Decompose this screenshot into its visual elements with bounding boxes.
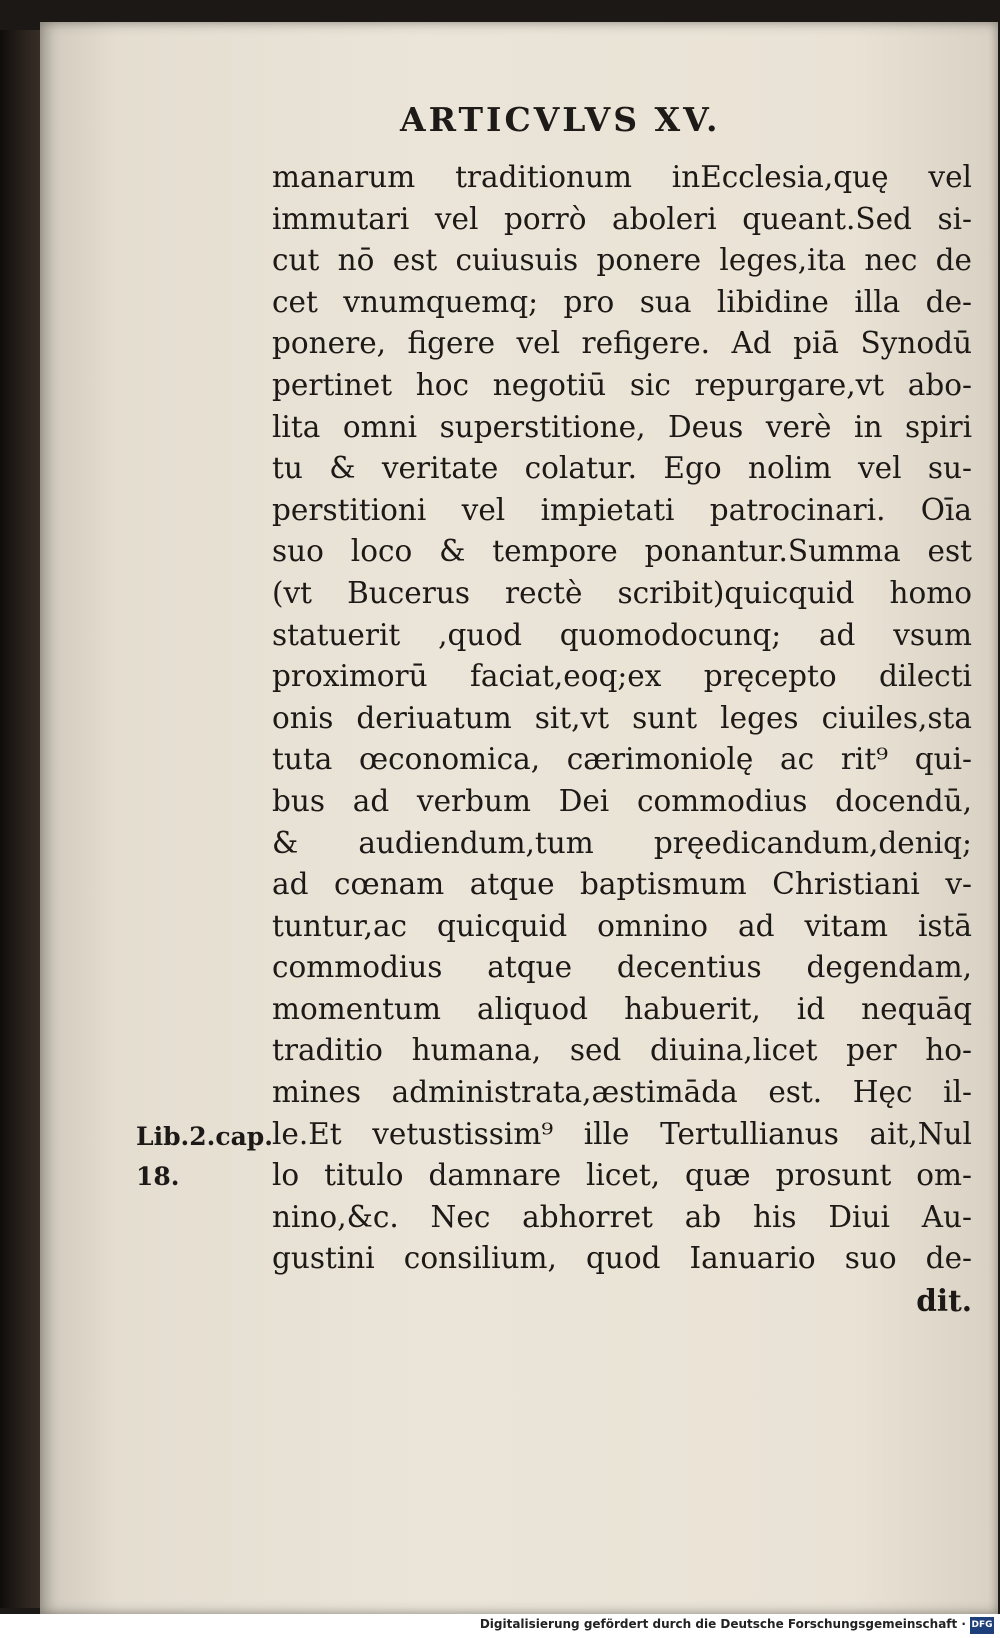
text-line: suo loco & tempore ponantur.Summa est (272, 534, 972, 569)
text-line: tuntur,ac quicquid omnino ad vitam istā (272, 908, 972, 943)
text-line: & audiendum,tum pręedicandum,deniq; (272, 825, 972, 860)
text-line: le.Et vetustissim⁹ ille Tertullianus ait,Nul (272, 1116, 972, 1151)
body-text (272, 157, 972, 1322)
text-line: manarum traditionum inEcclesia,quę vel (272, 160, 972, 194)
text-line: statuerit ,quod quomodocunq; ad vsum (272, 617, 972, 652)
margin-note (136, 1117, 306, 1197)
text-line: dit. (916, 1283, 972, 1319)
text-line: ad cœnam atque baptismum Christiani v- (272, 867, 972, 902)
text-line: lo titulo damnare licet, quæ prosunt om- (272, 1158, 972, 1193)
text-line: commodius atque decentius degendam, (272, 950, 972, 985)
footer-bar (0, 1614, 1000, 1638)
text-line: proximorū faciat,eoq;ex pręcepto dilecti (272, 659, 972, 694)
text-line: perstitioni vel impietati patrocinari. Oīa (272, 492, 972, 527)
text-line: immutari vel porrò aboleri queant.Sed si- (272, 201, 972, 236)
text-line: pertinet hoc negotiū sic repurgare,vt abo- (272, 367, 972, 402)
dfg-logo: DFG (970, 1617, 994, 1634)
text-line: lita omni superstitione, Deus verè in spiri (272, 409, 972, 444)
funding-credit: Digitalisierung gefördert durch die Deutsche Forschungsgemeinschaft · (479, 1617, 966, 1631)
text-line: ponere, figere vel refigere. Ad piā Synodū (272, 326, 972, 361)
text-line: (vt Bucerus rectè scribit)quicquid homo (272, 575, 972, 610)
margin-note-line: 18. (136, 1162, 180, 1191)
book-page (40, 22, 998, 1614)
text-line: momentum aliquod habuerit, id nequāq (272, 991, 972, 1026)
text-line: traditio humana, sed diuina,licet per ho- (272, 1033, 972, 1068)
running-head: ARTICVLVS XV. (400, 100, 721, 139)
text-line: gustini consilium, quod Ianuario suo de- (272, 1241, 972, 1276)
text-line: tuta œconomica, cærimoniolę ac rit⁹ qui- (272, 742, 972, 777)
margin-note-line: Lib.2.cap. (136, 1122, 273, 1151)
text-line: cut nō est cuiusuis ponere leges,ita nec de (272, 243, 972, 278)
book-edge (0, 30, 44, 1608)
text-line: nino,&c. Nec abhorret ab his Diui Au- (272, 1199, 972, 1234)
text-line: onis deriuatum sit,vt sunt leges ciuiles,sta (272, 700, 972, 735)
text-line: tu & veritate colatur. Ego nolim vel su- (272, 451, 972, 486)
text-line: mines administrata,æstimāda est. Hęc il- (272, 1075, 972, 1110)
text-line: bus ad verbum Dei commodius docendū, (272, 783, 972, 818)
text-line: cet vnumquemq; pro sua libidine illa de- (272, 284, 972, 319)
